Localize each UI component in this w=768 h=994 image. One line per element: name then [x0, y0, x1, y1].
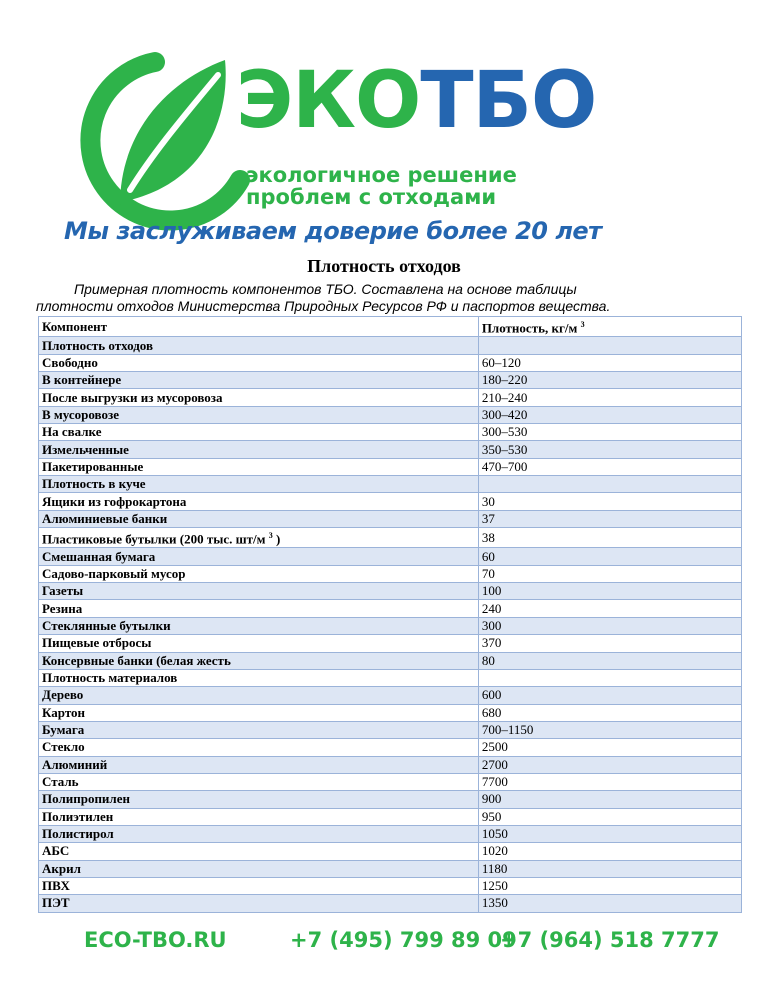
- density-value-cell: [478, 476, 741, 493]
- table-row: [39, 493, 742, 510]
- component-label: Смешанная бумага: [42, 548, 156, 564]
- brand-name: [236, 56, 597, 146]
- table-row: [39, 773, 742, 790]
- component-label: ПЭТ: [42, 895, 70, 911]
- component-cell: [39, 843, 479, 860]
- component-cell: [39, 635, 479, 652]
- component-label: Стекло: [42, 739, 85, 755]
- component-label: В мусоровозе: [42, 406, 119, 422]
- density-value-cell: 370: [478, 635, 741, 652]
- component-label: Ящики из гофрокартона: [42, 493, 187, 509]
- header-component: Компонент: [39, 317, 479, 337]
- table-row: [39, 354, 742, 371]
- component-cell: [39, 895, 479, 912]
- footer-phone-2[interactable]: +7 (964) 518 7777: [500, 928, 720, 952]
- component-label: ПВХ: [42, 878, 70, 894]
- component-label: Плотность отходов: [42, 337, 154, 353]
- component-cell: [39, 773, 479, 790]
- component-label: Стеклянные бутылки: [42, 617, 171, 633]
- table-row: [39, 337, 742, 354]
- table-row: [39, 843, 742, 860]
- component-cell: [39, 476, 479, 493]
- table-row: [39, 808, 742, 825]
- density-value-cell: 600: [478, 687, 741, 704]
- component-cell: [39, 548, 479, 565]
- component-label: Сталь: [42, 774, 79, 790]
- density-value-cell: 700–1150: [478, 721, 741, 738]
- component-cell: [39, 528, 479, 548]
- component-cell: [39, 877, 479, 894]
- density-value-cell: 1250: [478, 877, 741, 894]
- density-value-cell: 60–120: [478, 354, 741, 371]
- table-row: [39, 825, 742, 842]
- tagline-line2: проблем с отходами: [246, 185, 497, 209]
- component-cell: [39, 510, 479, 527]
- component-cell: [39, 825, 479, 842]
- table-row: [39, 406, 742, 423]
- density-value-cell: 38: [478, 528, 741, 548]
- component-label: Газеты: [42, 583, 84, 599]
- component-label: Плотность материалов: [42, 670, 178, 686]
- component-cell: [39, 458, 479, 475]
- component-label: Измельченные: [42, 441, 129, 457]
- component-cell: [39, 406, 479, 423]
- intro-line1: Примерная плотность компонентов ТБО. Составлена на основе таблицы: [74, 281, 577, 297]
- component-cell: [39, 739, 479, 756]
- component-suffix: ): [272, 531, 281, 547]
- component-cell: [39, 354, 479, 371]
- component-cell: [39, 687, 479, 704]
- density-value-cell: 1350: [478, 895, 741, 912]
- component-label: Плотность в куче: [42, 476, 146, 492]
- density-value-cell: [478, 337, 741, 354]
- component-label: После выгрузки из мусоровоза: [42, 389, 223, 405]
- component-cell: [39, 424, 479, 441]
- table-row: [39, 548, 742, 565]
- density-value-cell: 2500: [478, 739, 741, 756]
- table-row: [39, 389, 742, 406]
- table-row: [39, 877, 742, 894]
- component-sup: 3: [268, 531, 273, 541]
- table-row: [39, 528, 742, 548]
- component-label: Свободно: [42, 354, 98, 370]
- component-cell: [39, 669, 479, 686]
- component-label: Садово-парковый мусор: [42, 565, 186, 581]
- component-cell: [39, 583, 479, 600]
- component-label: Полистирол: [42, 826, 114, 842]
- table-row: [39, 583, 742, 600]
- component-cell: [39, 493, 479, 510]
- component-label: Пакетированные: [42, 458, 144, 474]
- brand-name-part1: ЭКО: [236, 56, 421, 146]
- tagline-line1: экологичное решение: [246, 163, 517, 187]
- slogan: Мы заслуживаем доверие более 20 лет: [64, 217, 602, 245]
- table-row: [39, 704, 742, 721]
- component-label: Резина: [42, 600, 83, 616]
- brand-name-part2: ТБО: [420, 56, 597, 146]
- intro-line2: плотности отходов Министерства Природных Ресурсов РФ и паспортов вещества.: [36, 298, 611, 314]
- density-value-cell: 300–530: [478, 424, 741, 441]
- table-row: [39, 652, 742, 669]
- component-label: На свалке: [42, 424, 102, 440]
- component-label: Пищевые отбросы: [42, 635, 152, 651]
- intro-text: [36, 281, 736, 315]
- density-value-cell: 70: [478, 565, 741, 582]
- footer-phone-1[interactable]: +7 (495) 799 89 09: [290, 928, 517, 952]
- table-row: [39, 424, 742, 441]
- component-label: В контейнере: [42, 372, 122, 388]
- table-row: [39, 669, 742, 686]
- table-row: [39, 600, 742, 617]
- component-cell: [39, 756, 479, 773]
- header-density: [478, 317, 741, 337]
- density-value-cell: 900: [478, 791, 741, 808]
- table-row: [39, 895, 742, 912]
- header-density-label: Плотность, кг/м: [481, 320, 578, 336]
- table-row: [39, 756, 742, 773]
- page-title: Плотность отходов: [307, 256, 461, 276]
- table-row: [39, 687, 742, 704]
- table-row: [39, 372, 742, 389]
- table-row: [39, 565, 742, 582]
- component-cell: [39, 565, 479, 582]
- component-cell: [39, 441, 479, 458]
- density-value-cell: 2700: [478, 756, 741, 773]
- component-label: АБС: [42, 843, 70, 859]
- component-label: Бумага: [42, 722, 85, 738]
- table-row: [39, 476, 742, 493]
- density-value-cell: 1050: [478, 825, 741, 842]
- density-value-cell: 470–700: [478, 458, 741, 475]
- density-value-cell: 1180: [478, 860, 741, 877]
- density-value-cell: 300–420: [478, 406, 741, 423]
- density-value-cell: 100: [478, 583, 741, 600]
- density-value-cell: 210–240: [478, 389, 741, 406]
- density-value-cell: 7700: [478, 773, 741, 790]
- component-cell: [39, 791, 479, 808]
- component-label: Полиэтилен: [42, 808, 114, 824]
- component-cell: [39, 372, 479, 389]
- density-value-cell: 80: [478, 652, 741, 669]
- density-table: [38, 316, 742, 913]
- table-row: [39, 860, 742, 877]
- component-label: Алюминий: [42, 756, 108, 772]
- component-cell: [39, 704, 479, 721]
- density-value-cell: 680: [478, 704, 741, 721]
- component-cell: [39, 600, 479, 617]
- density-value-cell: 1020: [478, 843, 741, 860]
- component-cell: [39, 389, 479, 406]
- component-label: Картон: [42, 704, 86, 720]
- component-label: Алюминиевые банки: [42, 510, 168, 526]
- density-value-cell: 30: [478, 493, 741, 510]
- table-row: [39, 635, 742, 652]
- density-value-cell: 60: [478, 548, 741, 565]
- density-value-cell: 180–220: [478, 372, 741, 389]
- table-row: [39, 739, 742, 756]
- table-row: [39, 791, 742, 808]
- density-value-cell: 300: [478, 617, 741, 634]
- density-value-cell: 37: [478, 510, 741, 527]
- component-cell: [39, 652, 479, 669]
- density-value-cell: [478, 669, 741, 686]
- table-row: [39, 441, 742, 458]
- component-label: Консервные банки (белая жесть: [42, 652, 231, 668]
- component-cell: [39, 721, 479, 738]
- density-value-cell: 950: [478, 808, 741, 825]
- component-cell: [39, 808, 479, 825]
- component-cell: [39, 617, 479, 634]
- table-row: [39, 510, 742, 527]
- component-label: Полипропилен: [42, 791, 130, 807]
- component-cell: [39, 337, 479, 354]
- table-header-row: [39, 317, 742, 337]
- footer-site-link[interactable]: ECO-TBO.RU: [84, 928, 227, 952]
- component-label: Акрил: [42, 860, 81, 876]
- table-row: [39, 617, 742, 634]
- component-label: Пластиковые бутылки (200 тыс. шт/м: [42, 531, 266, 547]
- density-value-cell: 350–530: [478, 441, 741, 458]
- brand-tagline: [246, 164, 517, 208]
- table-row: [39, 458, 742, 475]
- header-density-sup: 3: [580, 320, 585, 329]
- density-value-cell: 240: [478, 600, 741, 617]
- component-cell: [39, 860, 479, 877]
- table-row: [39, 721, 742, 738]
- component-label: Дерево: [42, 687, 84, 703]
